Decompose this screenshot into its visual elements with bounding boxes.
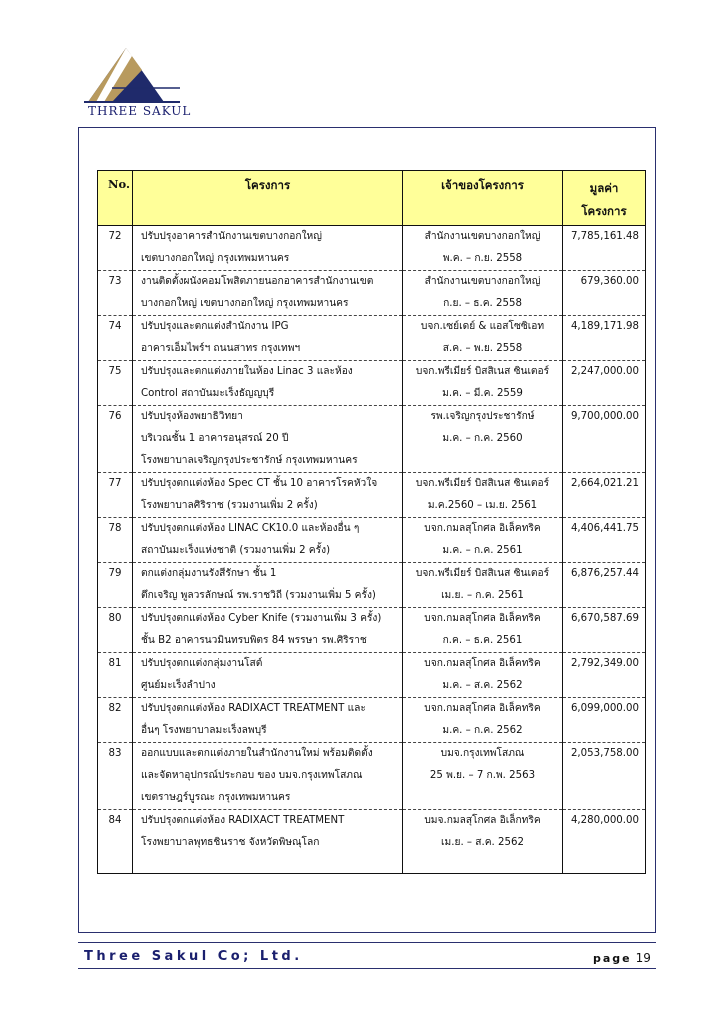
- project-name: [133, 406, 403, 473]
- footer-page-label: page: [593, 952, 632, 965]
- project-owner-line: ม.ค. – ก.ค. 2562: [442, 725, 523, 736]
- row-number: [98, 653, 133, 698]
- table-row: [98, 810, 646, 874]
- project-value-text: 4,406,441.75: [570, 523, 639, 534]
- project-name: [133, 810, 403, 874]
- row-number: [98, 316, 133, 361]
- project-owner-line: บจก.กมลสุโกศล อิเล็คทริค: [424, 523, 541, 534]
- project-name-line: โรงพยาบาลศิริราช (รวมงานเพิ่ม 2 ครั้ง): [141, 500, 318, 511]
- project-owner: [403, 361, 563, 406]
- row-number: [98, 271, 133, 316]
- footer-rule-bottom: [78, 968, 656, 969]
- project-name-line: บริเวณชั้น 1 อาคารอนุสรณ์ 20 ปี: [141, 433, 289, 444]
- table-row: [98, 563, 646, 608]
- project-value: [563, 810, 646, 874]
- project-value-text: 2,053,758.00: [570, 748, 639, 759]
- row-number: [98, 743, 133, 810]
- project-name-line: ตึกเจริญ พูลวรลักษณ์ รพ.ราชวิถี (รวมงานเพิ่ม 5 ครั้ง): [141, 590, 376, 601]
- row-number: [98, 473, 133, 518]
- table-row: [98, 698, 646, 743]
- footer-rule-top: [78, 942, 656, 943]
- project-value-text: 2,247,000.00: [570, 366, 639, 377]
- row-number-text: 78: [108, 523, 122, 534]
- project-name: [133, 653, 403, 698]
- table-row: [98, 653, 646, 698]
- company-logo: [82, 44, 192, 122]
- project-value: [563, 743, 646, 810]
- project-name-line: ปรับปรุงตกแต่งห้อง Cyber Knife (รวมงานเพิ่ม 3 ครั้ง): [141, 613, 382, 624]
- project-name: [133, 271, 403, 316]
- project-owner-line: บจก.กมลสุโกศล อิเล็คทริค: [424, 613, 541, 624]
- project-name: [133, 473, 403, 518]
- project-owner-line: ส.ค. – พ.ย. 2558: [442, 343, 523, 354]
- project-name-line: โรงพยาบาลพุทธชินราช จังหวัดพิษณุโลก: [141, 837, 320, 848]
- project-owner: [403, 271, 563, 316]
- project-owner-line: เม.ย. – ส.ค. 2562: [441, 837, 524, 848]
- row-number-text: 72: [108, 231, 122, 242]
- project-owner: [403, 698, 563, 743]
- project-value: [563, 653, 646, 698]
- row-number-text: 73: [108, 276, 122, 287]
- project-name-line: งานติดตั้งผนังคอมโพสิตภายนอกอาคารสำนักงานเขต: [141, 276, 374, 287]
- row-number: [98, 810, 133, 874]
- project-name-line: ออกแบบและตกแต่งภายในสำนักงานใหม่ พร้อมติดตั้ง: [141, 748, 373, 759]
- project-name-line: ชั้น B2 อาคารนวมินทรบพิตร 84 พรรษา รพ.ศิริราช: [141, 635, 367, 646]
- project-value: [563, 518, 646, 563]
- table-row: [98, 608, 646, 653]
- logo-triangle-graphic: [82, 44, 182, 106]
- logo-text: THREE SAKUL: [88, 104, 192, 118]
- project-owner-line: เม.ย. – ก.ค. 2561: [441, 590, 524, 601]
- project-owner: [403, 608, 563, 653]
- project-value-text: 679,360.00: [580, 276, 639, 287]
- project-owner-line: บมจ.กมลสุโกศล อิเล็กทริค: [424, 815, 541, 826]
- project-name-line: ปรับปรุงตกแต่งห้อง LINAC CK10.0 และห้องอื่น ๆ: [141, 523, 360, 534]
- table-row: [98, 316, 646, 361]
- project-name-line: Control สถาบันมะเร็งธัญญบุรี: [141, 388, 275, 399]
- table-row: [98, 406, 646, 473]
- project-name-line: ปรับปรุงและตกแต่งภายในห้อง Linac 3 และห้อง: [141, 366, 353, 377]
- project-owner-line: บจก.กมลสุโกศล อิเล็คทริค: [424, 658, 541, 669]
- row-number-text: 82: [108, 703, 122, 714]
- project-owner-line: บจก.พรีเมียร์ บิสสิเนส ซินเตอร์: [415, 568, 550, 579]
- project-owner-line: สำนักงานเขตบางกอกใหญ่: [424, 276, 541, 287]
- project-owner-line: พ.ค. – ก.ย. 2558: [442, 253, 523, 264]
- project-owner: [403, 743, 563, 810]
- project-name-line: ปรับปรุงตกแต่งห้อง Spec CT ชั้น 10 อาคารโรคหัวใจ: [141, 478, 378, 489]
- row-number: [98, 698, 133, 743]
- project-value: [563, 473, 646, 518]
- row-number: [98, 563, 133, 608]
- project-owner-line: ม.ค. – มี.ค. 2559: [442, 388, 523, 399]
- project-name-line: ปรับปรุงตกแต่งกลุ่มงานโสต์: [141, 658, 263, 669]
- row-number-text: 77: [108, 478, 122, 489]
- projects-table: [97, 170, 646, 874]
- project-owner: [403, 810, 563, 874]
- project-owner-line: 25 พ.ย. – 7 ก.พ. 2563: [429, 770, 536, 781]
- project-name-line: ปรับปรุงตกแต่งห้อง RADIXACT TREATMENT: [141, 815, 345, 826]
- footer-page: [593, 951, 651, 965]
- project-name: [133, 361, 403, 406]
- project-name-line: ปรับปรุงห้องพยาธิวิทยา: [141, 411, 243, 422]
- project-owner: [403, 226, 563, 271]
- project-value: [563, 563, 646, 608]
- project-value-text: 6,876,257.44: [570, 568, 639, 579]
- table-row: [98, 226, 646, 271]
- project-owner-line: บจก.พรีเมียร์ บิสสิเนส ซินเตอร์: [415, 478, 550, 489]
- project-owner: [403, 406, 563, 473]
- project-value-text: 7,785,161.48: [570, 231, 639, 242]
- project-name-line: บางกอกใหญ่ เขตบางกอกใหญ่ กรุงเทพมหานคร: [141, 298, 349, 309]
- row-number-text: 81: [108, 658, 122, 669]
- header-value-line1: มูลค่า: [589, 181, 619, 195]
- row-number-text: 84: [108, 815, 122, 826]
- project-name-line: ปรับปรุงอาคารสำนักงานเขตบางกอกใหญ่: [141, 231, 322, 242]
- project-name: [133, 698, 403, 743]
- project-name-line: เขตราษฎร์บูรณะ กรุงเทพมหานคร: [141, 792, 291, 803]
- project-value-text: 4,280,000.00: [570, 815, 639, 826]
- project-owner-line: ม.ค.2560 – เม.ย. 2561: [427, 500, 538, 511]
- header-project: โครงการ: [133, 171, 403, 226]
- table-row: [98, 518, 646, 563]
- project-value: [563, 608, 646, 653]
- row-number-text: 76: [108, 411, 122, 422]
- project-value-text: 4,189,171.98: [570, 321, 639, 332]
- project-value: [563, 271, 646, 316]
- project-name-line: ตกแต่งกลุ่มงานรังสีรักษา ชั้น 1: [141, 568, 277, 579]
- project-name-line: สถาบันมะเร็งแห่งชาติ (รวมงานเพิ่ม 2 ครั้ง): [141, 545, 331, 556]
- project-owner: [403, 563, 563, 608]
- table-row: [98, 743, 646, 810]
- project-value: [563, 316, 646, 361]
- header-value-line2: โครงการ: [581, 204, 627, 218]
- project-name-line: อาคารเอ็มไพร์ฯ ถนนสาทร กรุงเทพฯ: [141, 343, 301, 354]
- project-owner-line: ม.ค. – ก.ค. 2560: [442, 433, 523, 444]
- project-owner: [403, 316, 563, 361]
- project-owner: [403, 518, 563, 563]
- header-owner: เจ้าของโครงการ: [403, 171, 563, 226]
- project-value-text: 2,664,021.21: [570, 478, 639, 489]
- row-number-text: 75: [108, 366, 122, 377]
- project-owner-line: ม.ค. – ก.ค. 2561: [442, 545, 523, 556]
- header-no: No.: [98, 171, 133, 226]
- project-owner: [403, 653, 563, 698]
- project-value: [563, 226, 646, 271]
- project-name-line: โรงพยาบาลเจริญกรุงประชารักษ์ กรุงเทพมหานคร: [141, 455, 358, 466]
- row-number: [98, 406, 133, 473]
- project-owner-line: สำนักงานเขตบางกอกใหญ่: [424, 231, 541, 242]
- project-owner-line: รพ.เจริญกรุงประชารักษ์: [430, 411, 535, 422]
- project-name-line: ศูนย์มะเร็งลำปาง: [141, 680, 216, 691]
- row-number-text: 80: [108, 613, 122, 624]
- project-name-line: ปรับปรุงและตกแต่งสำนักงาน IPG: [141, 321, 289, 332]
- header-value: [563, 171, 646, 226]
- row-number-text: 79: [108, 568, 122, 579]
- table-row: [98, 271, 646, 316]
- project-value: [563, 406, 646, 473]
- row-number-text: 74: [108, 321, 122, 332]
- table-row: [98, 473, 646, 518]
- project-name-line: อื่นๆ โรงพยาบาลมะเร็งลพบุรี: [141, 725, 267, 736]
- row-number: [98, 226, 133, 271]
- project-name: [133, 608, 403, 653]
- project-name-line: ปรับปรุงตกแต่งห้อง RADIXACT TREATMENT และ: [141, 703, 366, 714]
- project-name: [133, 743, 403, 810]
- project-name: [133, 563, 403, 608]
- project-name-line: เขตบางกอกใหญ่ กรุงเทพมหานคร: [141, 253, 290, 264]
- project-value-text: 6,670,587.69: [570, 613, 639, 624]
- project-name: [133, 518, 403, 563]
- project-value: [563, 361, 646, 406]
- project-value: [563, 698, 646, 743]
- project-owner-line: ม.ค. – ส.ค. 2562: [442, 680, 523, 691]
- project-owner-line: ก.ย. – ธ.ค. 2558: [443, 298, 522, 309]
- project-value-text: 9,700,000.00: [570, 411, 639, 422]
- project-owner-line: ก.ค. – ธ.ค. 2561: [442, 635, 523, 646]
- row-number: [98, 518, 133, 563]
- project-owner-line: บมจ.กรุงเทพโสภณ: [440, 748, 525, 759]
- table-header-row: [98, 171, 646, 226]
- project-owner-line: บจก.เซย์เดย์ & แอสโซซิเอท: [420, 321, 545, 332]
- project-value-text: 2,792,349.00: [570, 658, 639, 669]
- project-owner-line: บจก.กมลสุโกศล อิเล็คทริค: [424, 703, 541, 714]
- project-owner-line: บจก.พรีเมียร์ บิสสิเนส ซินเตอร์: [415, 366, 550, 377]
- table-row: [98, 361, 646, 406]
- project-name-line: และจัดหาอุปกรณ์ประกอบ ของ บมจ.กรุงเทพโสภณ: [141, 770, 363, 781]
- project-owner: [403, 473, 563, 518]
- footer-company-name: Three Sakul Co; Ltd.: [84, 949, 303, 964]
- row-number-text: 83: [108, 748, 122, 759]
- row-number: [98, 608, 133, 653]
- row-number: [98, 361, 133, 406]
- project-value-text: 6,099,000.00: [570, 703, 639, 714]
- project-name: [133, 316, 403, 361]
- footer-page-number: 19: [635, 951, 651, 965]
- project-name: [133, 226, 403, 271]
